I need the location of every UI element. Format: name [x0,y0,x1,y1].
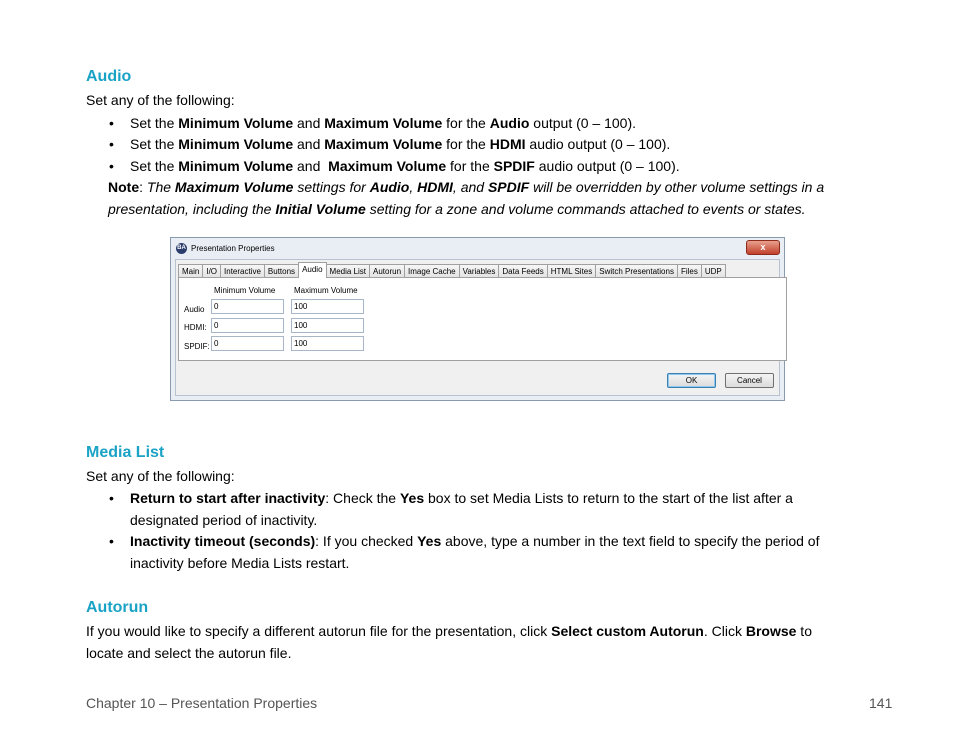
close-button[interactable]: x [746,240,780,255]
autorun-heading: Autorun [86,599,149,616]
cancel-button[interactable]: Cancel [725,373,774,388]
page-number: 141 [869,695,893,711]
audio-row-label: Audio [184,305,205,314]
tab-variables[interactable]: Variables [459,264,500,278]
dialog-title: Presentation Properties [191,244,275,253]
tab-udp[interactable]: UDP [701,264,726,278]
tab-html-sites[interactable]: HTML Sites [547,264,597,278]
hdmi-row-label: HDMI: [184,323,207,332]
tab-io[interactable]: I/O [202,264,221,278]
tab-main[interactable]: Main [178,264,203,278]
tab-audio[interactable]: Audio [298,262,326,278]
audio-max-input[interactable]: 100 [291,299,364,314]
tab-data-feeds[interactable]: Data Feeds [498,264,547,278]
autorun-text: If you would like to specify a different autorun file for the presentation, click Select custom Autorun. Click Browse to locate and select the autorun file. [86,623,812,661]
tab-switch-presentations[interactable]: Switch Presentations [595,264,678,278]
ok-button[interactable]: OK [667,373,716,388]
tab-buttons[interactable]: Buttons [264,264,299,278]
audio-note: Note: The Maximum Volume settings for Audio, HDMI, and SPDIF will be overridden by other volume settings in a presentation, including the Initial Volume setting for a zone and volume commands attached to events or states. [108,179,825,217]
audio-min-input[interactable]: 0 [211,299,284,314]
list-item: • Inactivity timeout (seconds): If you checked Yes above, type a number in the text field to specify the period of inactivity before Media Lists restart. [109,533,820,571]
tab-image-cache[interactable]: Image Cache [404,264,460,278]
dialog-client [175,259,780,396]
tab-files[interactable]: Files [677,264,702,278]
footer-chapter: Chapter 10 – Presentation Properties [86,695,318,711]
app-icon: BA [176,243,187,254]
audio-panel [178,277,787,361]
spdif-min-input[interactable]: 0 [211,336,284,351]
media-list-intro: Set any of the following: [86,468,235,484]
audio-intro: Set any of the following: [86,92,235,108]
list-item: • Return to start after inactivity: Check the Yes box to set Media Lists to return to the start of the list after a designated period of inactivity. [109,490,793,528]
hdmi-max-input[interactable]: 100 [291,318,364,333]
spdif-max-input[interactable]: 100 [291,336,364,351]
min-volume-header: Minimum Volume [214,286,276,295]
tab-interactive[interactable]: Interactive [220,264,265,278]
list-item: • Set the Minimum Volume and Maximum Volume for the HDMI audio output (0 – 100). [109,136,671,152]
presentation-properties-dialog [170,237,785,401]
media-list-heading: Media List [86,444,165,461]
audio-heading: Audio [86,68,132,85]
tab-media-list[interactable]: Media List [326,264,370,278]
dialog-titlebar [171,238,784,259]
list-item: • Set the Minimum Volume and Maximum Volume for the Audio output (0 – 100). [109,115,637,131]
spdif-row-label: SPDIF: [184,342,210,351]
max-volume-header: Maximum Volume [294,286,358,295]
hdmi-min-input[interactable]: 0 [211,318,284,333]
tab-strip [178,262,725,277]
list-item: • Set the Minimum Volume and Maximum Volume for the SPDIF audio output (0 – 100). [109,158,680,174]
tab-autorun[interactable]: Autorun [369,264,405,278]
